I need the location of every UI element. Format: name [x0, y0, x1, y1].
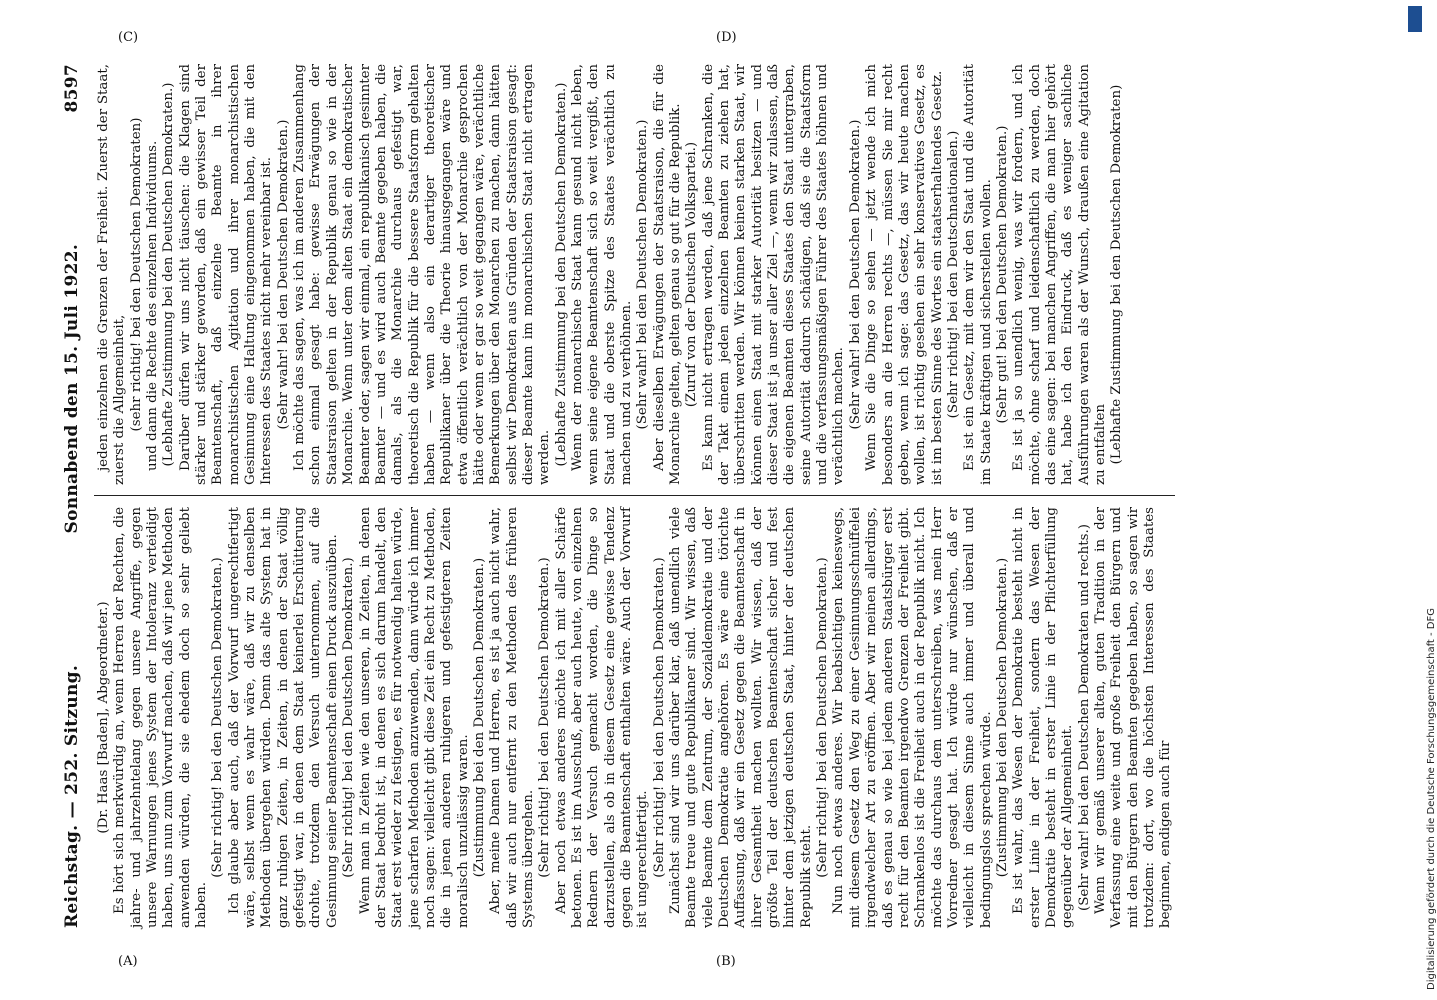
paragraph: und dann die Rechte des einzelnen Individuums. [145, 140, 161, 471]
paragraph: Wenn Sie die Dinge so sehen — jetzt wende ich mich besonders an die Herren rechts —, müssen Sie mir recht geben, wenn ich sage: das Gesetz, das wir heute machen wollen, ist richtig gesehen ein sehr konservatives Gesetz, es ist im besten Sinne des Wortes ein staatserhaltendes Gesetz. [864, 64, 945, 485]
paragraph: Ich möchte das sagen, was ich im anderen Zusammenhang schon einmal gesagt habe: gewisse Erwägungen der Staatsraison gelten in der Republik genau so wie in der Monarchie. Wenn unter dem alten Staat ein demokratischer Beamter oder, sagen wir einmal, ein republikanisch gesinnter Beamter — und es wird auch Beamte gegeben haben, die damals, als die Monarchie durchaus gefestigt war, theoretisch die Republik für die bessere Staatsform gehalten haben — wenn also ein derartiger theoretischer Republikaner über die Theorie hinausgegangen wäre und etwa öffentlich verächtlich von der Monarchie gesprochen hätte oder wenn er gar so weit gegangen wäre, verächtliche Bemerkungen über den Monarchen zu machen, dann hätten selbst wir Demokraten aus Gründen der Staatsraison gesagt: dieser Beamte kann im monarchischen Staat nicht ertragen werden. [292, 64, 553, 485]
right-column [96, 64, 1175, 485]
paragraph: (Lebhafte Zustimmung bei den Deutschen Demokraten.) [161, 82, 177, 467]
left-column [96, 507, 1175, 928]
paragraph: Darüber dürfen wir uns nicht täuschen: die Klagen sind stärker und stärker geworden, daß ein gewisser Teil der Beamtenschaft, daß einzelne Beamte in ihrer monarchistischen Agitation und ihrer monarchistischen Gesinnung eine Haltung eingenommen haben, die mit den Interessen des Staates nicht mehr vereinbar ist. [177, 64, 275, 485]
paragraph: Nun noch etwas anderes. Wir beabsichtigen keineswegs, mit diesem Gesetz den Weg zu einer Gesinnungsschnüffelei irgendwelcher Art zu eröffnen. Aber wir meinen allerdings, daß es genau so wie bei jedem anderen Staatsbürger erst recht für den Beamten irgendwo Grenzen der Freiheit gibt. Schrankenlos ist die Freiheit auch in der Republik nicht. Ich möchte das durchaus dem unterschreiben, was mein Herr Vorredner gesagt hat. Ich würde nur wünschen, daß er vielleicht in diesem Sinne auch immer und überall und bedingungslos sprechen würde. [831, 507, 994, 928]
paragraph: (Zustimmung bei den Deutschen Demokraten.) [471, 557, 487, 878]
paragraph: (Sehr richtig! bei den Deutschen Demokraten.) [815, 557, 831, 878]
paragraph: Es hört sich merkwürdig an, wenn Herren der Rechten, die jahre- und jahrzehntelang gegen unsere Angriffe, gegen unsere Warnungen jenes System der Intoleranz verteidigt haben, uns nun zum Vorwurf machen, daß wir jene Methoden anwenden würden, die sie ehedem doch so sehr geliebt haben. [112, 507, 210, 928]
paragraph: Es kann nicht ertragen werden, daß jene Schranken, die der Takt einem jeden einzelnen Beamten zu ziehen hat, überschritten werden. Wir können keinen starken Staat, wir können einen Staat mit starker Autorität besitzen — und dieser Staat ist ja unser aller Ziel —, wenn wir zulassen, daß die eigenen Beamten dieses Staates den Staat untergraben, seine Autorität dadurch schädigen, daß sie die Staatsform und die verfassungsmäßigen Führer des Staates höhnen und verächtlich machen. [700, 64, 847, 485]
paragraph: Zunächst sind wir uns darüber klar, daß unendlich viele Beamte treue und gute Republikaner sind. Wir wissen, daß viele Beamte dem Zentrum, der Sozialdemokratie und der Deutschen Demokratie angehören. Es wäre eine törichte Auffassung, daß wir ein Gesetz gegen die Beamtenschaft in ihrer Gesamtheit machen wollten. Wir wissen, daß der größte Teil der deutschen Beamtenschaft sicher und fest hinter dem jetzigen deutschen Staat, hinter der deutschen Republik steht. [668, 507, 814, 928]
paragraph: (sehr richtig! bei den Deutschen Demokraten) [128, 117, 144, 432]
paragraph: Wenn man in Zeiten wie den unseren, in Zeiten, in denen der Staat bedroht ist, in denen es sich darum handelt, den Staat erst wieder zu festigen, es für notwendig halten würde, jene scharfen Methoden anzuwenden, dann würde ich immer noch sagen: vielleicht gibt diese Zeit ein Recht zu Methoden, die in jenen anderen ruhigeren und gefestigteren Zeiten moralisch unzulässig waren. [357, 507, 471, 928]
paragraph: Wenn der monarchische Staat kann gesund nicht leben, wenn seine eigene Beamtenschaft sich so weit vergißt, den Staat und die oberste Spitze des Staates verächtlich zu machen und zu verhöhnen. [569, 64, 634, 485]
paragraph: (Sehr wahr! bei den Deutschen Demokraten und rechts.) [1076, 524, 1092, 911]
paragraph: (Sehr richtig! bei den Deutschen Demokraten.) [341, 557, 357, 878]
paragraph: (Zuruf von der Deutschen Volkspartei.) [684, 141, 700, 408]
paragraph: (Sehr gut! bei den Deutschen Demokraten.) [994, 125, 1010, 424]
paragraph: jeden einzelnen die Grenzen der Freiheit. Zuerst der Staat, zuerst die Allgemeinheit, [96, 64, 128, 485]
page-number: 8597 [62, 64, 82, 113]
header-date: Sonnabend den 15. Juli 1922. [62, 243, 82, 534]
margin-label-d: (D) [716, 30, 737, 45]
paragraph: (Dr. Haas [Baden], Abgeordneter.) [96, 601, 111, 834]
paragraph: Aber dieselben Erwägungen der Staatsraison, die für die Monarchie gelten, gelten genau so gut für die Republik. [651, 64, 684, 485]
paragraph: Es ist wahr, das Wesen der Demokratie besteht nicht in erster Linie in der Freiheit, sondern das Wesen der Demokratie besteht in erster Linie in der Pflichterfüllung gegenüber der Allgemeinheit. [1011, 507, 1076, 928]
paragraph: (Zustimmung bei den Deutschen Demokraten.) [994, 557, 1010, 878]
watermark-text: Digitalisierung gefördert durch die Deutsche Forschungsgemeinschaft - DFG [1426, 607, 1437, 990]
margin-label-a: (A) [118, 954, 138, 969]
paragraph: Es ist ja so unendlich wenig, was wir fordern, und ich möchte, ohne scharf und leidenschaftlich zu werden, doch das eine sagen: bei manchen Angriffen, die man hier gehört hat, habe ich den Eindruck, daß es weniger sachliche Ausführungen waren als der Wunsch, draußen eine Agitation zu entfalten [1011, 64, 1108, 485]
paragraph: (Sehr richtig! bei den Deutschen Demokraten.) [210, 557, 226, 878]
paragraph: (Sehr wahr! bei den Deutschen Demokraten.) [635, 119, 651, 430]
paragraph: Aber, meine Damen und Herren, es ist ja auch nicht wahr, daß wir auch nur entfernt zu den Methoden des früheren Systems übergehen. [488, 507, 536, 928]
paragraph: (Lebhafte Zustimmung bei den Deutschen Demokraten.) [553, 82, 569, 467]
paragraph: Wenn wir gemäß unserer alten, guten Tradition in der Verfassung eine weite und große Freiheit den Bürgern und mit den Bürgern den Beamten gegeben haben, so sagen wir trotzdem: dort, wo die höchsten Interessen des Staates beginnen, endigen auch für [1092, 507, 1174, 928]
column-divider [94, 495, 1175, 496]
paragraph: (Lebhafte Zustimmung bei den Deutschen Demokraten) [1109, 84, 1125, 465]
dfg-watermark [1404, 0, 1437, 1000]
text-columns [96, 64, 1175, 928]
paragraph: (Sehr richtig! bei den Deutschen Demokraten.) [651, 557, 667, 878]
paragraph: (Sehr richtig! bei den Deutschnationalen.) [945, 130, 961, 419]
paragraph: (Sehr richtig! bei den Deutschen Demokraten.) [537, 557, 553, 878]
margin-label-c: (C) [118, 30, 139, 45]
header-left: Reichstag. — 252. Sitzung. [62, 664, 82, 928]
paragraph: (Sehr wahr! bei den Deutschen Demokraten.) [847, 119, 863, 430]
paragraph: (Sehr wahr! bei den Deutschen Demokraten.) [275, 119, 291, 430]
page-header [62, 64, 82, 928]
paragraph: Aber noch etwas anderes möchte ich mit aller Schärfe betonen. Es ist im Ausschuß, aber auch heute, von einzelnen Rednern der Versuch gemacht worden, die Dinge so darzustellen, als ob in diesem Gesetz eine gewisse Tendenz gegen die Beamtenschaft enthalten wäre. Auch der Vorwurf ist ungerechtfertigt. [553, 507, 651, 928]
margin-label-b: (B) [716, 954, 736, 969]
paragraph: Ich glaube aber auch, daß der Vorwurf ungerechtfertigt wäre, selbst wenn es wahr wäre, daß wir zu denselben Methoden übergehen würden. Denn das alte System hat in ganz ruhigen Zeiten, in Zeiten, in denen der Staat völlig gefestigt war, in denen dem Staat keinerlei Erschütterung drohte, trotzdem den Versuch unternommen, auf die Gesinnung seiner Beamtenschaft einen Druck auszuüben. [226, 507, 340, 928]
dfg-logo [1408, 6, 1422, 32]
paragraph: Es ist ein Gesetz, mit dem wir den Staat und die Autorität im Staate kräftigen und sicherstellen wollen. [962, 64, 994, 485]
